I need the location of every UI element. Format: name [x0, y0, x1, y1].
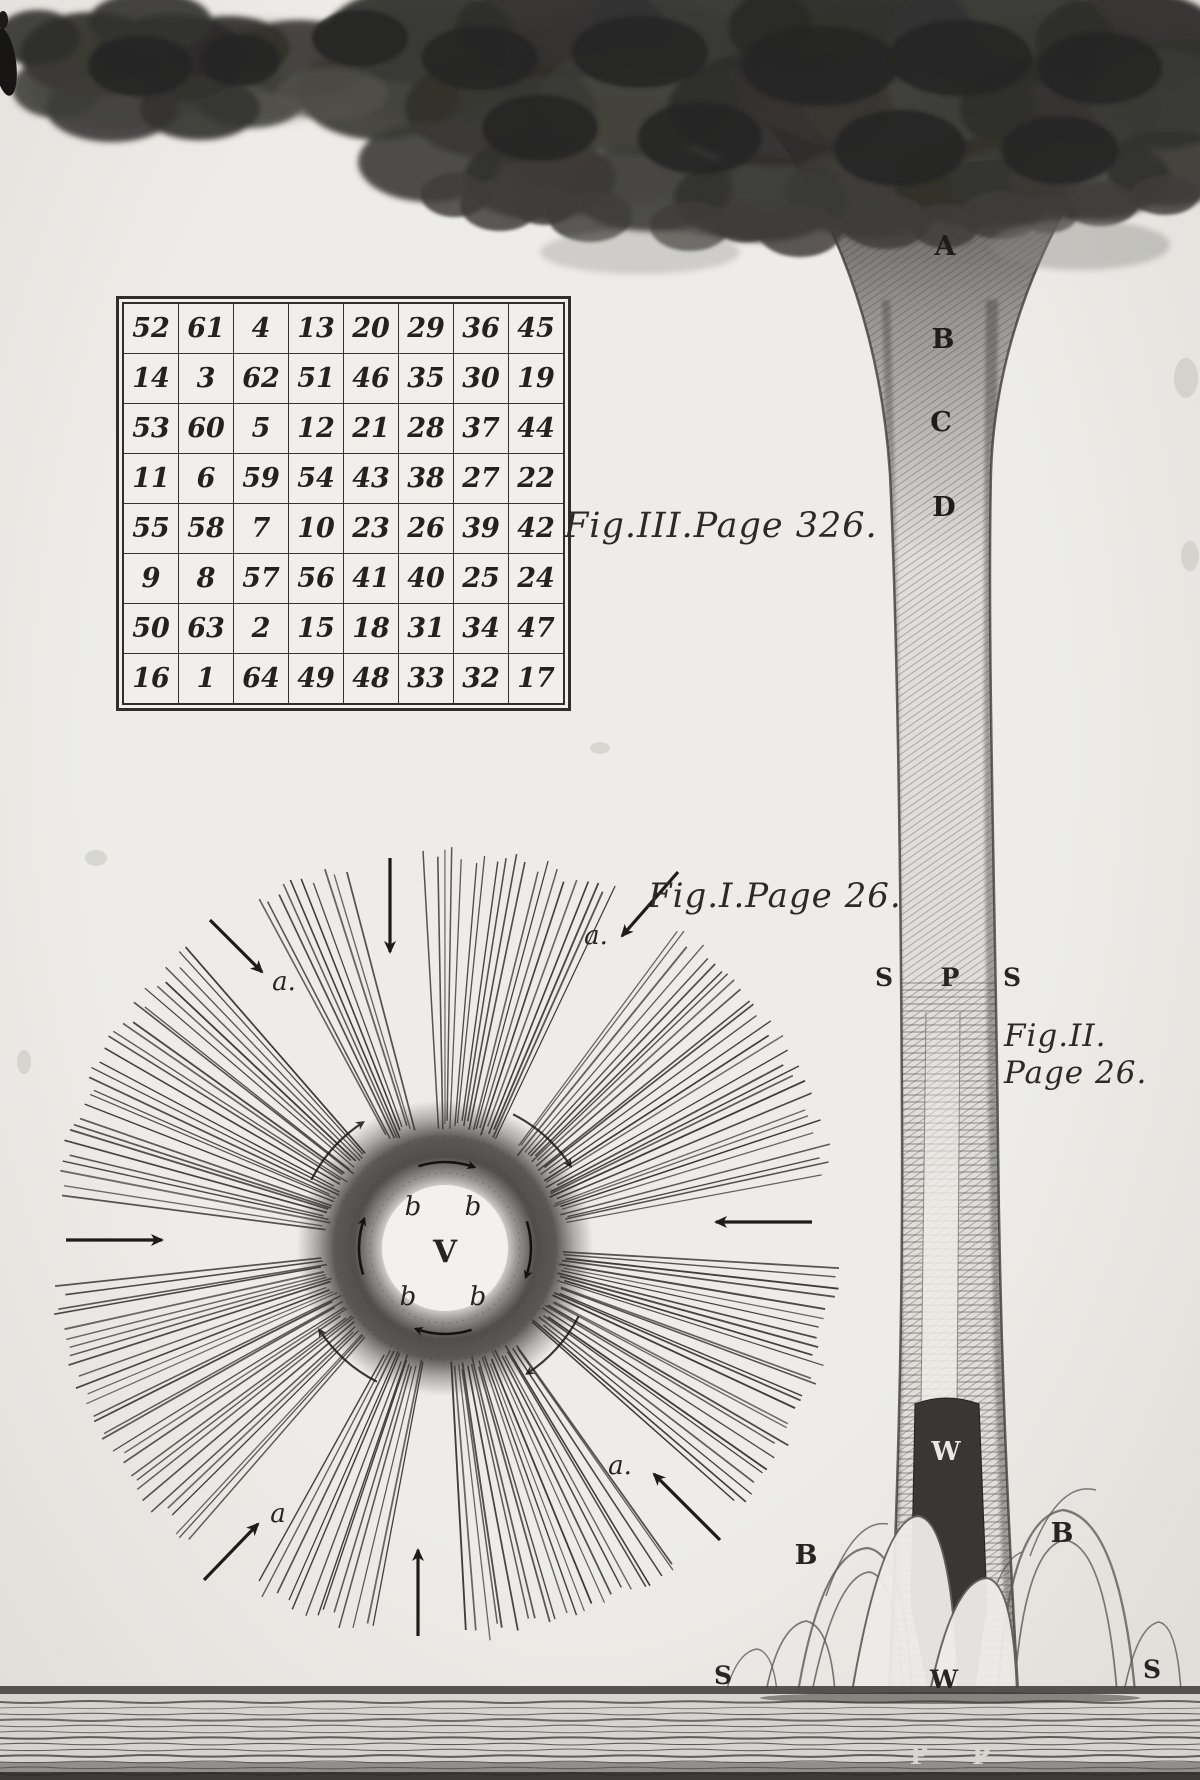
water-column-label: W — [931, 1437, 961, 1467]
magic-square-cell: 61 — [179, 303, 234, 354]
magic-square-cell: 44 — [509, 404, 565, 454]
spout-stem-label: S — [1002, 963, 1022, 992]
magic-square-cell: 43 — [344, 454, 399, 504]
magic-square-cell: 48 — [344, 654, 399, 705]
magic-square-cell: 42 — [509, 504, 565, 554]
magic-square-cell: 21 — [344, 404, 399, 454]
fig2-caption-line1: Fig.II. — [1004, 1018, 1107, 1054]
magic-square-figure — [116, 296, 571, 711]
fig1-vortex-diagram — [54, 847, 839, 1640]
magic-square-cell: 54 — [289, 454, 344, 504]
magic-square-cell: 50 — [123, 604, 179, 654]
magic-square-row — [123, 504, 564, 554]
magic-square-cell: 47 — [509, 604, 565, 654]
magic-square-cell: 38 — [399, 454, 454, 504]
spout-stem-label: P — [940, 963, 960, 992]
fig3-caption: Fig.III.Page 326. — [564, 506, 878, 546]
spout-section-label: C — [930, 407, 952, 438]
magic-square-cell: 19 — [509, 354, 565, 404]
magic-square-cell: 53 — [123, 404, 179, 454]
magic-square-cell: 31 — [399, 604, 454, 654]
magic-square-cell: 49 — [289, 654, 344, 705]
magic-square-cell: 24 — [509, 554, 565, 604]
fig1-caption: Fig.I.Page 26. — [648, 876, 902, 916]
magic-square-cell: 55 — [123, 504, 179, 554]
vortex-b-label: b — [404, 1192, 422, 1222]
magic-square-cell: 33 — [399, 654, 454, 705]
fig2-caption — [1004, 1018, 1147, 1091]
magic-square-cell: 9 — [123, 554, 179, 604]
magic-square-cell: 63 — [179, 604, 234, 654]
funnel-light-core — [921, 1012, 960, 1406]
sea-pillar-label: P — [971, 1741, 991, 1770]
magic-square-row — [123, 554, 564, 604]
spout-section-label: B — [931, 324, 955, 355]
magic-square-cell: 14 — [123, 354, 179, 404]
magic-square-cell: 28 — [399, 404, 454, 454]
vortex-a-label: a. — [272, 967, 296, 997]
magic-square-cell: 37 — [454, 404, 509, 454]
magic-square-cell: 60 — [179, 404, 234, 454]
magic-square-cell: 52 — [123, 303, 179, 354]
spout-section-label: A — [934, 231, 956, 262]
magic-square-cell: 5 — [234, 404, 289, 454]
sea-level-label: S — [1142, 1655, 1162, 1684]
magic-square-cell: 3 — [179, 354, 234, 404]
magic-square-row — [123, 454, 564, 504]
magic-square-row — [123, 303, 564, 354]
magic-square-cell: 59 — [234, 454, 289, 504]
sea-burst-label: B — [1050, 1518, 1074, 1549]
magic-square-cell: 18 — [344, 604, 399, 654]
sea — [0, 1686, 1200, 1780]
magic-square-cell: 10 — [289, 504, 344, 554]
vortex-b-label: b — [464, 1192, 482, 1222]
sea-burst-label: B — [794, 1540, 818, 1571]
magic-square-cell: 39 — [454, 504, 509, 554]
magic-square-cell: 8 — [179, 554, 234, 604]
magic-square-cell: 1 — [179, 654, 234, 705]
vortex-a-label: a. — [608, 1451, 632, 1481]
magic-square-row — [123, 604, 564, 654]
magic-square-cell: 29 — [399, 303, 454, 354]
magic-square-table — [122, 302, 565, 705]
vortex-a-label: a. — [584, 921, 608, 951]
magic-square-cell: 2 — [234, 604, 289, 654]
magic-square-cell: 22 — [509, 454, 565, 504]
magic-square-cell: 7 — [234, 504, 289, 554]
magic-square-cell: 51 — [289, 354, 344, 404]
magic-square-cell: 4 — [234, 303, 289, 354]
magic-square-cell: 23 — [344, 504, 399, 554]
magic-square-cell: 45 — [509, 303, 565, 354]
magic-square-cell: 16 — [123, 654, 179, 705]
magic-square-cell: 26 — [399, 504, 454, 554]
magic-square-cell: 64 — [234, 654, 289, 705]
magic-square-cell: 20 — [344, 303, 399, 354]
vortex-a-label: a — [270, 1499, 286, 1529]
sea-level-label: S — [713, 1661, 733, 1690]
sea-level-label: W — [929, 1665, 959, 1694]
fig2-caption-line2: Page 26. — [1004, 1054, 1148, 1091]
magic-square-cell: 27 — [454, 454, 509, 504]
vortex-b-label: b — [469, 1282, 487, 1312]
magic-square-cell: 40 — [399, 554, 454, 604]
spout-stem-label: S — [874, 963, 894, 992]
spout-section-label: D — [932, 492, 956, 523]
magic-square-cell: 35 — [399, 354, 454, 404]
magic-square-cell: 15 — [289, 604, 344, 654]
vortex-b-label: b — [399, 1282, 417, 1312]
sea-pillar-label: P — [909, 1741, 929, 1770]
vortex-center-label: V — [432, 1234, 458, 1270]
magic-square-row — [123, 354, 564, 404]
magic-square-cell: 46 — [344, 354, 399, 404]
magic-square-cell: 41 — [344, 554, 399, 604]
fig2-storm-cloud — [0, 0, 1200, 274]
magic-square-cell: 11 — [123, 454, 179, 504]
magic-square-cell: 32 — [454, 654, 509, 705]
magic-square-cell: 58 — [179, 504, 234, 554]
magic-square-cell: 12 — [289, 404, 344, 454]
magic-square-cell: 57 — [234, 554, 289, 604]
magic-square-cell: 6 — [179, 454, 234, 504]
magic-square-cell: 34 — [454, 604, 509, 654]
magic-square-cell: 17 — [509, 654, 565, 705]
magic-square-cell: 56 — [289, 554, 344, 604]
magic-square-cell: 13 — [289, 303, 344, 354]
magic-square-row — [123, 654, 564, 705]
magic-square-cell: 36 — [454, 303, 509, 354]
magic-square-row — [123, 404, 564, 454]
magic-square-cell: 25 — [454, 554, 509, 604]
magic-square-cell: 62 — [234, 354, 289, 404]
magic-square-cell: 30 — [454, 354, 509, 404]
